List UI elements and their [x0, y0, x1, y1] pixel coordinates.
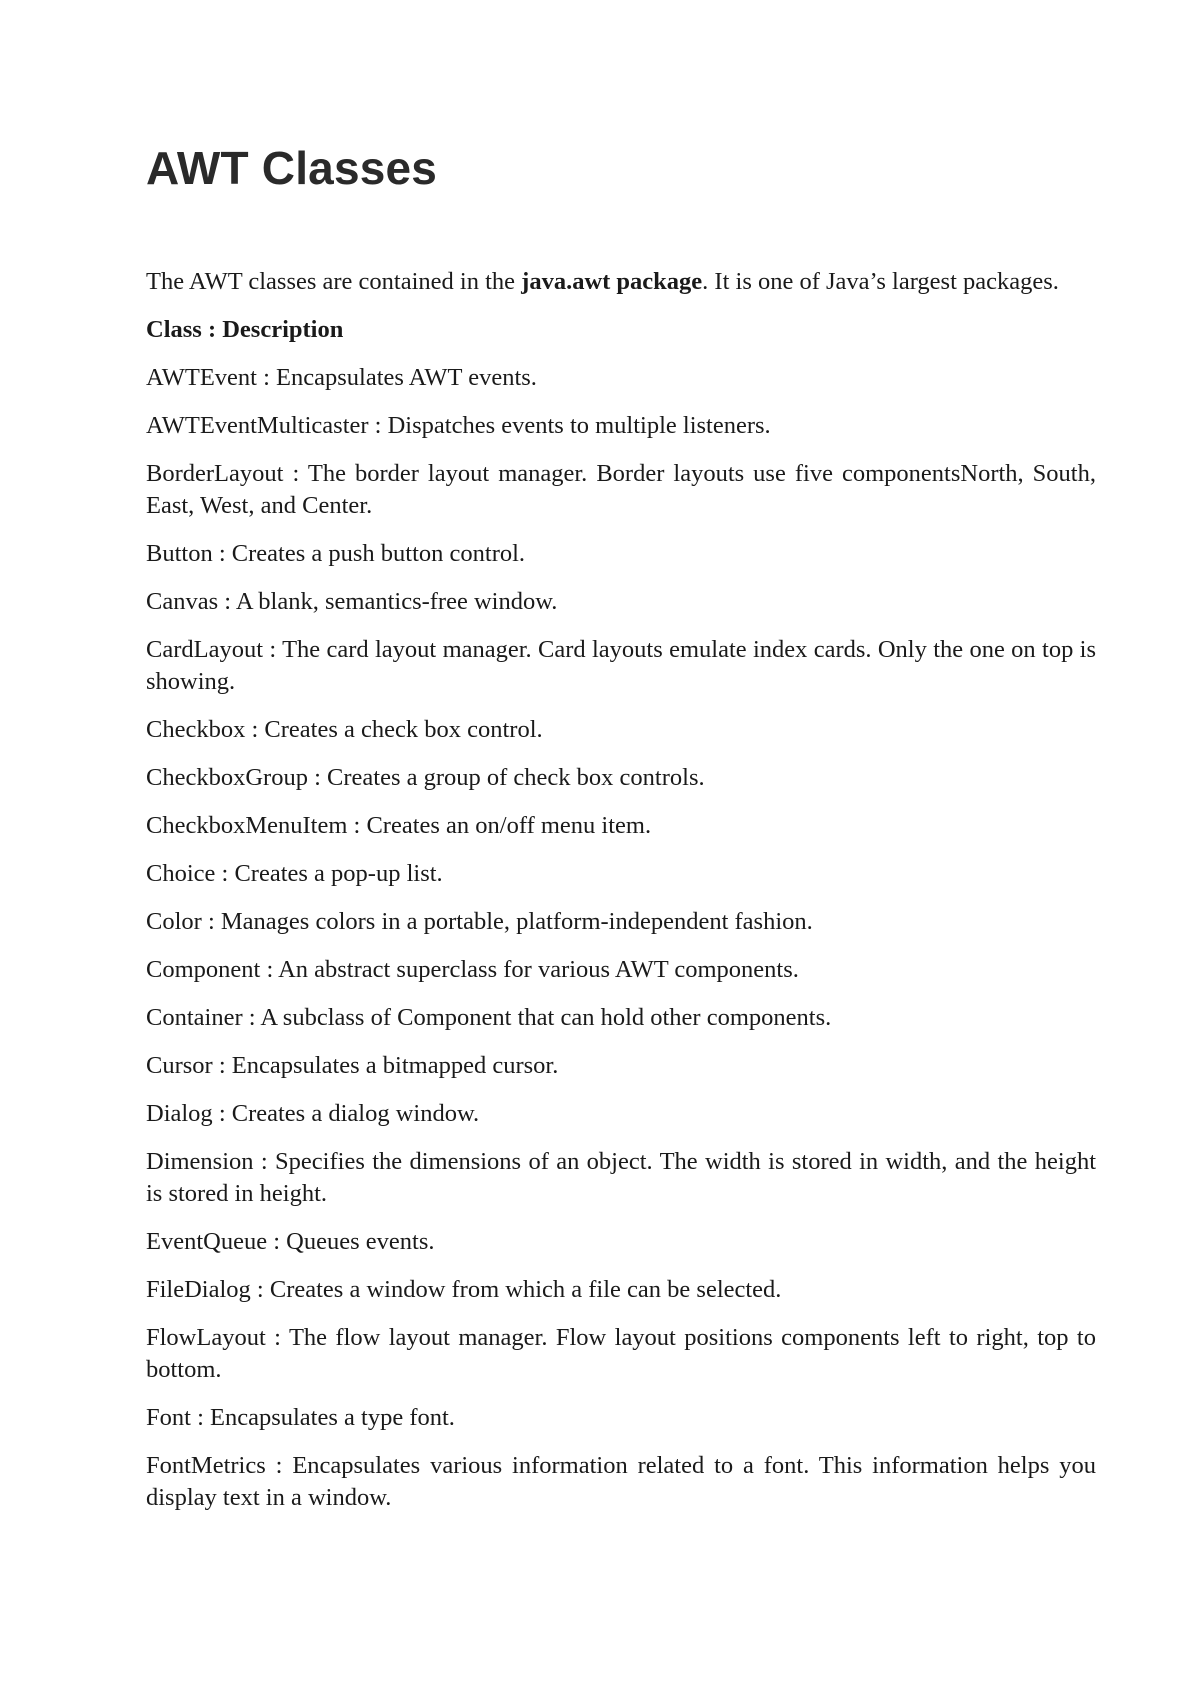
intro-text-start: The AWT classes are contained in the — [146, 268, 522, 295]
intro-package-name: java.awt package — [521, 268, 703, 295]
class-description: Creates a pop-up list. — [234, 860, 443, 887]
class-name: Canvas — [146, 588, 219, 615]
class-name: Container — [146, 1004, 243, 1031]
class-description: Encapsulates a type font. — [210, 1404, 455, 1431]
class-entry: FileDialog : Creates a window from which a file can be selected. — [146, 1276, 782, 1303]
class-description: Creates a group of check box controls. — [327, 764, 705, 791]
class-description: Encapsulates a bitmapped cursor. — [231, 1052, 559, 1079]
class-name: Dimension — [146, 1148, 254, 1175]
class-description: Creates an on/off menu item. — [366, 812, 652, 839]
class-description: A blank, semantics-free window. — [235, 588, 558, 615]
class-entry: Button : Creates a push button control. — [146, 540, 526, 567]
class-entry: Canvas : A blank, semantics-free window. — [146, 588, 558, 615]
class-name: FileDialog — [146, 1276, 251, 1303]
document-page — [146, 140, 1096, 1514]
class-entry: Choice : Creates a pop-up list. — [146, 860, 443, 887]
class-name: BorderLayout — [146, 460, 284, 487]
intro-paragraph — [146, 266, 1096, 298]
page-title: AWT Classes — [146, 142, 438, 194]
class-name: CheckboxGroup — [146, 764, 308, 791]
class-entry: CheckboxMenuItem : Creates an on/off menu item. — [146, 812, 652, 839]
class-entry: FontMetrics : Encapsulates various information related to a font. This information helps you display text in a window. — [146, 1452, 1096, 1511]
class-entry: Font : Encapsulates a type font. — [146, 1404, 455, 1431]
class-name: Cursor — [146, 1052, 213, 1079]
class-description: Queues events. — [286, 1228, 435, 1255]
class-description: The border layout manager. Border layouts use five componentsNorth, South, East, West, and Center. — [146, 460, 1096, 519]
class-entry: EventQueue : Queues events. — [146, 1228, 435, 1255]
class-name: Color — [146, 908, 202, 935]
class-name: Dialog — [146, 1100, 213, 1127]
class-entry: Dimension : Specifies the dimensions of an object. The width is stored in width, and the height is stored in height. — [146, 1148, 1097, 1207]
class-name: CardLayout — [146, 636, 264, 663]
class-description: Encapsulates AWT events. — [276, 364, 537, 391]
class-entry: AWTEventMulticaster : Dispatches events to multiple listeners. — [146, 412, 771, 439]
class-entry: AWTEvent : Encapsulates AWT events. — [146, 364, 537, 391]
class-description: Dispatches events to multiple listeners. — [387, 412, 771, 439]
class-entry: Cursor : Encapsulates a bitmapped cursor. — [146, 1052, 559, 1079]
class-entry: Container : A subclass of Component that can hold other components. — [146, 1004, 832, 1031]
class-entry: Dialog : Creates a dialog window. — [146, 1100, 480, 1127]
class-name: CheckboxMenuItem — [146, 812, 348, 839]
class-entry: FlowLayout : The flow layout manager. Flow layout positions components left to right, top to bottom. — [146, 1324, 1096, 1383]
class-description: An abstract superclass for various AWT components. — [278, 956, 799, 983]
class-description: Creates a window from which a file can be selected. — [269, 1276, 782, 1303]
class-description: Encapsulates various information related to a font. This information helps you display text in a window. — [146, 1452, 1096, 1511]
class-entry: CheckboxGroup : Creates a group of check box controls. — [146, 764, 705, 791]
class-name: FlowLayout — [146, 1324, 266, 1351]
class-name: Choice — [146, 860, 216, 887]
class-name: Checkbox — [146, 716, 246, 743]
class-name: Component — [146, 956, 261, 983]
class-description: The card layout manager. Card layouts emulate index cards. Only the one on top is showing. — [146, 636, 1096, 695]
class-entry: CardLayout : The card layout manager. Card layouts emulate index cards. Only the one on top is showing. — [146, 636, 1096, 695]
class-entry: Component : An abstract superclass for various AWT components. — [146, 956, 799, 983]
class-entry: Color : Manages colors in a portable, platform-independent fashion. — [146, 908, 813, 935]
class-entry: BorderLayout : The border layout manager. Border layouts use five componentsNorth, South, East, West, and Center. — [146, 460, 1096, 519]
section-heading: Class : Description — [146, 316, 344, 343]
class-description: Creates a check box control. — [264, 716, 543, 743]
intro-text-end: . It is one of Java’s largest packages. — [702, 268, 1059, 295]
class-name: EventQueue — [146, 1228, 268, 1255]
class-entry: Checkbox : Creates a check box control. — [146, 716, 543, 743]
class-list — [146, 362, 1096, 1514]
class-description: A subclass of Component that can hold other components. — [260, 1004, 832, 1031]
class-description: Specifies the dimensions of an object. The width is stored in width, and the height is stored in height. — [146, 1148, 1097, 1207]
class-name: AWTEvent — [146, 364, 257, 391]
class-description: Manages colors in a portable, platform-independent fashion. — [220, 908, 813, 935]
class-name: FontMetrics — [146, 1452, 266, 1479]
class-description: Creates a push button control. — [231, 540, 526, 567]
class-name: Button — [146, 540, 213, 567]
class-name: AWTEventMulticaster — [146, 412, 369, 439]
class-description: Creates a dialog window. — [231, 1100, 480, 1127]
class-name: Font — [146, 1404, 191, 1431]
class-description: The flow layout manager. Flow layout positions components left to right, top to bottom. — [146, 1324, 1096, 1383]
